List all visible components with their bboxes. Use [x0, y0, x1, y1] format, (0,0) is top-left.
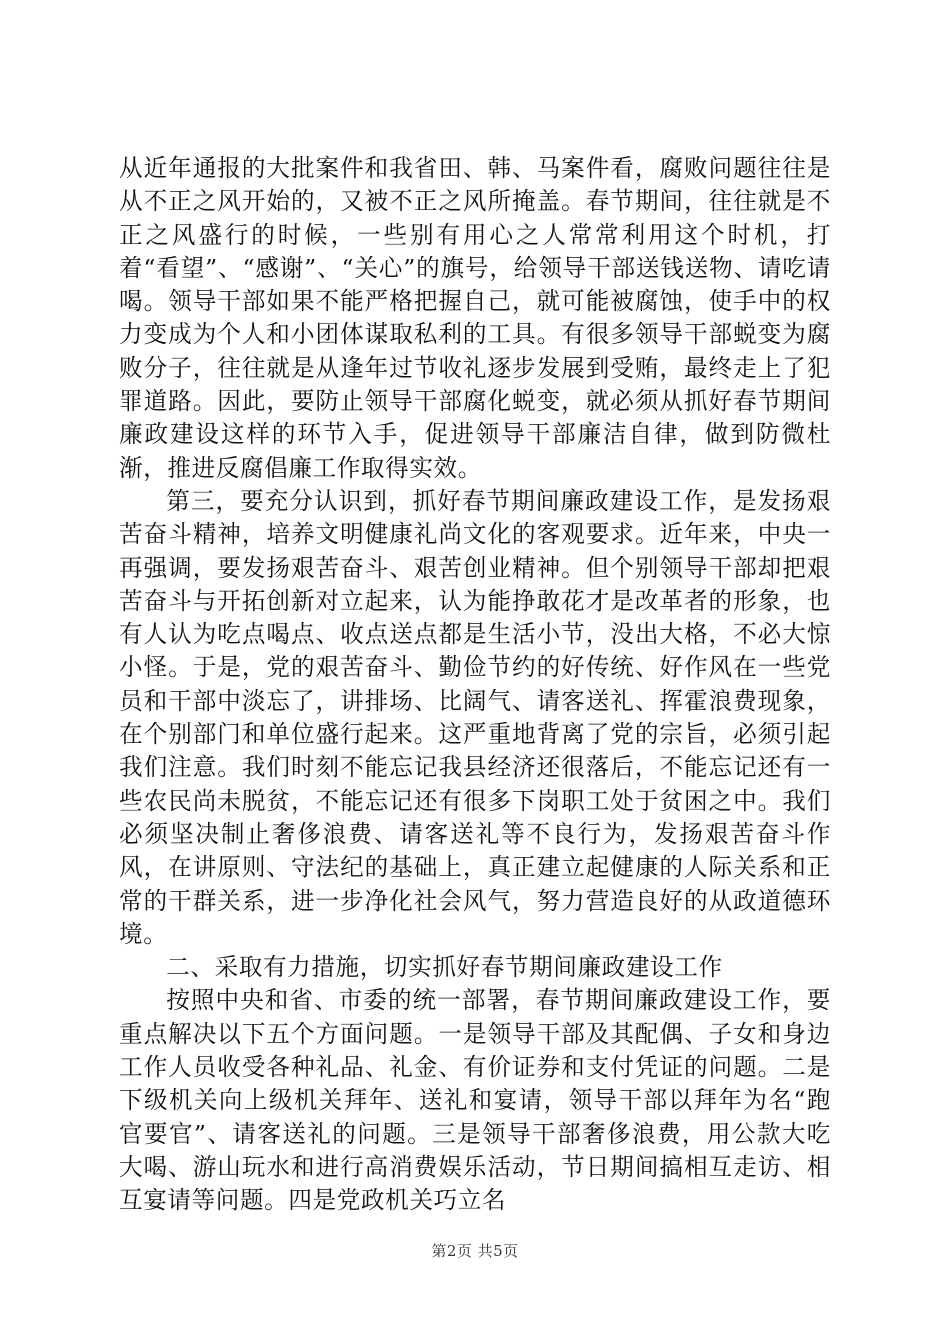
page-number-footer: 第2页 共5页	[431, 1242, 519, 1260]
paragraph-corruption-origin: 从近年通报的大批案件和我省田、韩、马案件看，腐败问题往往是从不正之风开始的，又被不正之风所掩盖。春节期间，往往就是不正之风盛行的时候，一些别有用心之人常常利用这个时机，打着“看望”、“感谢”、“关心”的旗号，给领导干部送钱送物、请吃请喝。领导干部如果不能严格把握自己，就可能被腐蚀，使手中的权力变成为个人和小团体谋取私利的工具。有很多领导干部蜕变为腐败分子，往往就是从逢年过节收礼逐步发展到受贿，最终走上了犯罪道路。因此，要防止领导干部腐化蜕变，就必须从抓好春节期间廉政建设这样的环节入手，促进领导干部廉洁自律，做到防微杜渐，推进反腐倡廉工作取得实效。	[119, 154, 831, 482]
paragraph-five-problems: 按照中央和省、市委的统一部署，春节期间廉政建设工作，要重点解决以下五个方面问题。一是领导干部及其配偶、子女和身边工作人员收受各种礼品、礼金、有价证券和支付凭证的问题。二是下级机关向上级机关拜年、送礼和宴请，领导干部以拜年为名“跑官要官”、请客送礼的问题。三是领导干部奢侈浪费，用公款大吃大喝、游山玩水和进行高消费娱乐活动，节日期间搞相互走访、相互宴请等问题。四是党政机关巧立名	[119, 986, 831, 1215]
section-heading-measures: 二、采取有力措施，切实抓好春节期间廉政建设工作	[166, 953, 723, 982]
document-body	[119, 152, 831, 1218]
paragraph-third-point: 第三，要充分认识到，抓好春节期间廉政建设工作，是发扬艰苦奋斗精神，培养文明健康礼尚文化的客观要求。近年来，中央一再强调，要发扬艰苦奋斗、艰苦创业精神。但个别领导干部却把艰苦奋斗与开拓创新对立起来，认为能挣敢花才是改革者的形象，也有人认为吃点喝点、收点送点都是生活小节，没出大格，不必大惊小怪。于是，党的艰苦奋斗、勤俭节约的好传统、好作风在一些党员和干部中淡忘了，讲排场、比阔气、请客送礼、挥霍浪费现象，在个别部门和单位盛行起来。这严重地背离了党的宗旨，必须引起我们注意。我们时刻不能忘记我县经济还很落后，不能忘记还有一些农民尚未脱贫，不能忘记还有很多下岗职工处于贫困之中。我们必须坚决制止奢侈浪费、请客送礼等不良行为，发扬艰苦奋斗作风，在讲原则、守法纪的基础上，真正建立起健康的人际关系和正常的干群关系，进一步净化社会风气，努力营造良好的从政道德环境。	[119, 486, 831, 948]
